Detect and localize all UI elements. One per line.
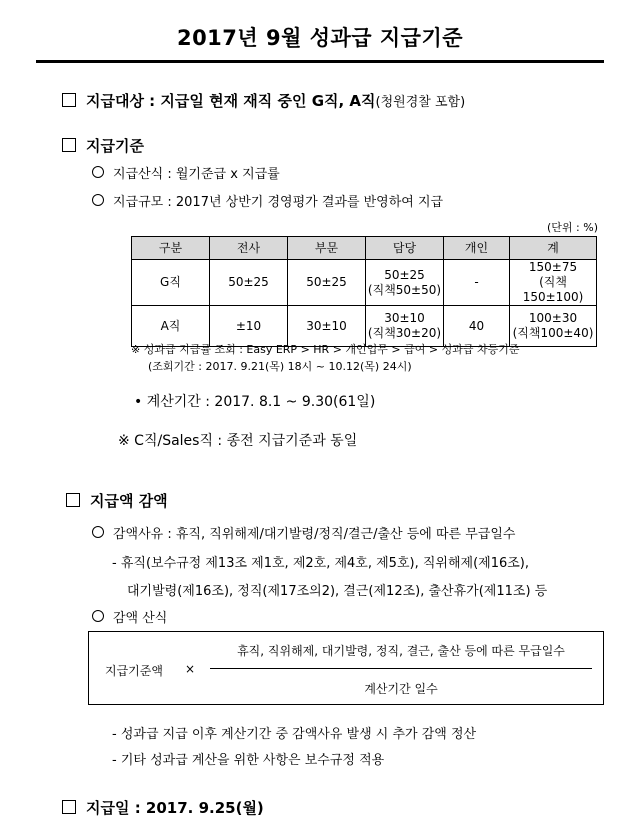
- scale-line: 지급규모 : 2017년 상반기 경영평가 결과를 반영하여 지급: [92, 191, 443, 210]
- header-cell: 계: [510, 237, 597, 260]
- company-cell: 50±25: [210, 260, 288, 306]
- target-note: (청원경찰 포함): [375, 95, 466, 110]
- header-cell: 담당: [366, 237, 444, 260]
- formula-numerator: 휴직, 직위해제, 대기발령, 정직, 결근, 출산 등에 따른 무급일수: [237, 644, 565, 658]
- total-cell: 100±30 (직책100±40): [510, 306, 597, 347]
- erp-lookup-note: ※ 성과급 지급률 조회 : Easy ERP > HR > 개인업무 > 급여 > 성과급 차등기준: [131, 343, 520, 356]
- individual-cell: 40: [444, 306, 510, 347]
- type-cell: G직: [132, 260, 210, 306]
- type-cell: A직: [132, 306, 210, 347]
- table-row: [132, 260, 597, 306]
- checkbox-square-icon: [62, 138, 76, 152]
- circle-bullet-icon: [92, 194, 104, 206]
- reduction-reason: 감액사유 : 휴직, 직위해제/대기발령/정직/결근/출산 등에 따른 무급일수: [92, 523, 515, 542]
- individual-cell: -: [444, 260, 510, 306]
- header-cell: 전사: [210, 237, 288, 260]
- circle-bullet-icon: [92, 166, 104, 178]
- payday-label: 지급일 : 2017. 9.25(월): [86, 799, 264, 817]
- formula-line: 지급산식 : 월기준급 x 지급률: [92, 163, 280, 182]
- criteria-heading: 지급기준: [86, 137, 144, 155]
- fraction-bar: [210, 668, 592, 669]
- lookup-period-note: (조회기간 : 2017. 9.21(목) 18시 ~ 10.12(목) 24시): [148, 360, 412, 373]
- calc-period: • 계산기간 : 2017. 8.1 ~ 9.30(61일): [134, 394, 376, 410]
- target-section: [62, 90, 465, 111]
- after-note-1: - 성과급 지급 이후 계산기간 중 감액사유 발생 시 추가 감액 정산: [112, 727, 477, 742]
- dept-cell: 30±10 (직책30±20): [366, 306, 444, 347]
- reduction-formula-box: [88, 631, 604, 705]
- checkbox-square-icon: [66, 493, 80, 507]
- division-cell: 30±10: [288, 306, 366, 347]
- table-header-row: [132, 237, 597, 260]
- circle-bullet-icon: [92, 610, 104, 622]
- payday-section: [62, 797, 264, 818]
- title-underline: [36, 60, 604, 63]
- circle-bullet-icon: [92, 526, 104, 538]
- dept-cell: 50±25 (직책50±50): [366, 260, 444, 306]
- division-cell: 50±25: [288, 260, 366, 306]
- reduction-section: [66, 490, 168, 511]
- target-label: 지급대상 : 지급일 현재 재직 중인 G직, A직: [86, 92, 376, 110]
- header-cell: 부문: [288, 237, 366, 260]
- header-cell: 구분: [132, 237, 210, 260]
- reduction-detail-2: 대기발령(제16조), 정직(제17조의2), 결근(제12조), 출산휴가(제11조) 등: [127, 584, 548, 599]
- formula-denominator: 계산기간 일수: [364, 682, 438, 696]
- formula-base-amount: 지급기준액: [105, 664, 163, 678]
- cs-note: ※ C직/Sales직 : 종전 지급기준과 동일: [118, 433, 358, 449]
- reduction-calc-heading: 감액 산식: [92, 607, 167, 626]
- total-cell: 150±75 (직책150±100): [510, 260, 597, 306]
- after-note-2: - 기타 성과급 계산을 위한 사항은 보수규정 적용: [112, 753, 385, 768]
- rate-table: [131, 236, 597, 347]
- unit-label: (단위 : %): [547, 221, 598, 234]
- checkbox-square-icon: [62, 93, 76, 107]
- header-cell: 개인: [444, 237, 510, 260]
- reduction-detail-1: - 휴직(보수규정 제13조 제1호, 제2호, 제4호, 제5호), 직위해제(제16조),: [112, 556, 530, 571]
- criteria-section: [62, 135, 144, 156]
- multiply-icon: ×: [185, 662, 196, 676]
- reduction-heading: 지급액 감액: [90, 492, 168, 510]
- checkbox-square-icon: [62, 800, 76, 814]
- page-title: 2017년 9월 성과급 지급기준: [176, 26, 464, 50]
- company-cell: ±10: [210, 306, 288, 347]
